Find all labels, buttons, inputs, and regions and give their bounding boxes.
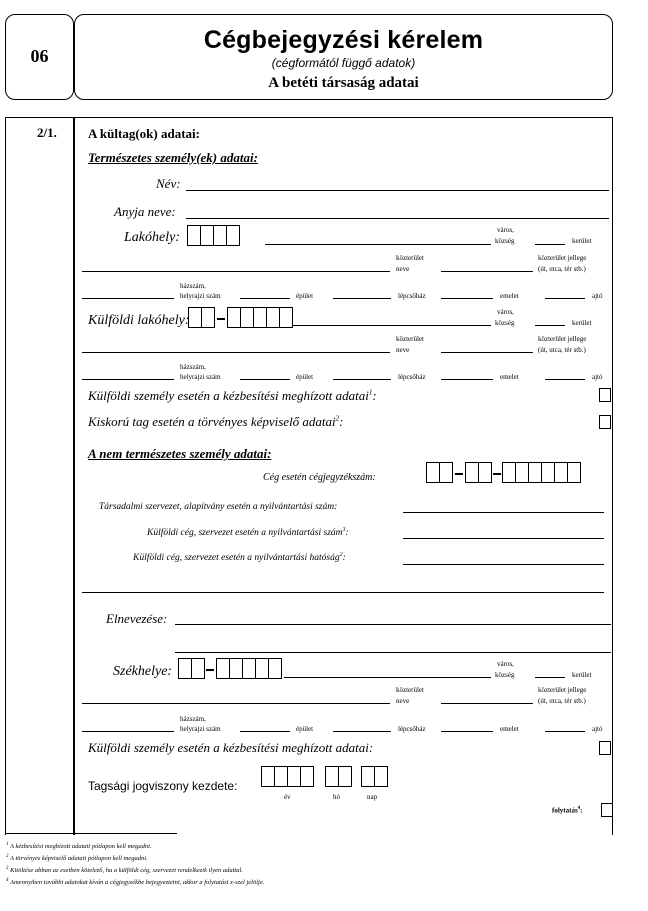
helyrajzi-label-2: helyrajzi szám xyxy=(180,373,221,381)
elnevezese-field[interactable] xyxy=(175,624,611,625)
cegjegyzek-dash-2 xyxy=(493,473,501,475)
footnote-ref-4: 4 xyxy=(577,806,581,811)
lepcsohaz-label-2: lépcsőház xyxy=(398,373,426,381)
kulfoldi-city-field[interactable] xyxy=(293,325,491,326)
footnote-1-text: A kézbesítési megbízott adatait pótlapon kell megadni. xyxy=(10,843,152,851)
kezbesitesi-checkbox[interactable] xyxy=(599,388,611,402)
kulfoldi-ajto-field[interactable] xyxy=(545,379,585,380)
footnote-1 xyxy=(6,842,152,850)
cegjegyzek-cells-1[interactable] xyxy=(426,462,453,483)
kezbesitesi-label: Külföldi személy esetén a kézbesítési meghízott adatai xyxy=(88,388,369,403)
tarsadalmi-label: Társadalmi szervezet, alapítvány esetén a nyilvántartási szám: xyxy=(99,502,338,512)
folytatas-checkbox[interactable] xyxy=(601,803,613,817)
folytatas-row xyxy=(552,806,583,814)
section-heading: A kültag(ok) adatai: xyxy=(88,126,200,141)
form-code: 06 xyxy=(30,46,49,66)
hazszam-label-2: házszám, xyxy=(180,363,206,371)
footnote-ref-2: 2 xyxy=(335,414,340,423)
szekhelye-label: Székhelye: xyxy=(113,664,173,679)
footnote-2 xyxy=(6,854,148,862)
cegjegyzek-dash-1 xyxy=(455,473,463,475)
elnevezese-label: Elnevezése: xyxy=(106,611,168,626)
kulfoldi-ceg-szam-label: Külföldi cég, szervezet esetén a nyilvántartási szám xyxy=(147,528,343,539)
tarsadalmi-field[interactable] xyxy=(403,512,604,513)
elnevezese-field-2[interactable] xyxy=(175,652,611,653)
kerulet-label: kerület xyxy=(572,237,592,245)
kulfoldi-hazszam-field[interactable] xyxy=(82,379,174,380)
lakohely-ajto-field[interactable] xyxy=(545,298,585,299)
kulfoldi-dash xyxy=(217,318,225,320)
lakohely-hazszam-field[interactable] xyxy=(82,298,174,299)
kulfoldi-ceg-szam-field[interactable] xyxy=(403,538,604,539)
kozterulet-jellege-label: közterület jellege xyxy=(538,254,587,262)
kulfoldi-country-cells[interactable] xyxy=(188,307,215,328)
ajto-label-2: ajtó xyxy=(592,373,603,381)
kerulet-label-2: kerület xyxy=(572,319,592,327)
natural-person-heading: Természetes személy(ek) adatai: xyxy=(88,150,258,165)
footnote-separator xyxy=(5,833,177,834)
cegjegyzek-cells-3[interactable] xyxy=(502,462,581,483)
kulfoldi-street-field[interactable] xyxy=(82,352,390,353)
folytatas-label: folytatás xyxy=(552,806,578,815)
anyja-field[interactable] xyxy=(186,218,609,219)
page-title: Cégbejegyzési kérelem xyxy=(203,26,484,54)
nev-label: Név: xyxy=(156,176,181,191)
tagsagi-nap-cells[interactable] xyxy=(361,766,388,787)
kozterulet-label-3: közterület xyxy=(396,686,424,694)
cegjegyzek-cells-2[interactable] xyxy=(465,462,492,483)
szekhely-emelet-field[interactable] xyxy=(441,731,493,732)
szekhely-zip-cells[interactable] xyxy=(216,658,282,679)
szekhely-epulet-field[interactable] xyxy=(240,731,290,732)
footnote-3-num: 3 xyxy=(6,866,9,871)
kozterulet-jellege-label-2: közterület jellege xyxy=(538,335,587,343)
kerulet-label-3: kerület xyxy=(572,671,592,679)
lakohely-zip-cells[interactable] xyxy=(187,225,240,246)
szekhely-street-field[interactable] xyxy=(82,703,390,704)
kozseg-label: község xyxy=(495,237,515,245)
kozterulet-label: közterület xyxy=(396,254,424,262)
jellege-pelda-label: (út, utca, tér stb.) xyxy=(538,265,586,273)
lakohely-epulet-field[interactable] xyxy=(240,298,290,299)
varos-label: város, xyxy=(497,226,514,234)
lakohely-street-type-field[interactable] xyxy=(441,271,533,272)
neve-label-3: neve xyxy=(396,697,410,705)
folytatas-colon: : xyxy=(580,806,583,815)
epulet-label: épület xyxy=(296,292,314,300)
epulet-label-3: épület xyxy=(296,725,314,733)
kezbesitesi2-label: Külföldi személy esetén a kézbesítési meghízott adatai: xyxy=(88,740,374,755)
kezbesitesi-row xyxy=(88,388,377,404)
kulfoldi-epulet-field[interactable] xyxy=(240,379,290,380)
kezbesitesi-colon: : xyxy=(372,388,377,403)
footnote-3-text: Kitöltése abban az esetben kötelező, ha a külföldi cég, szervezet rendelkezik ilyen adattal. xyxy=(10,867,243,875)
kulfoldi-ceg-hatosag-field[interactable] xyxy=(403,564,604,565)
lakohely-label: Lakóhely: xyxy=(124,230,180,245)
kulfoldi-ceg-hatosag-row xyxy=(133,552,346,563)
kulfoldi-ceg-hatosag-field-2[interactable] xyxy=(82,592,604,593)
jellege-pelda-label-2: (út, utca, tér stb.) xyxy=(538,346,586,354)
szekhely-ajto-field[interactable] xyxy=(545,731,585,732)
kozterulet-jellege-label-3: közterület jellege xyxy=(538,686,587,694)
kiskoru-label: Kiskorú tag esetén a törvényes képviselő adatai xyxy=(88,414,336,429)
kozterulet-label-2: közterület xyxy=(396,335,424,343)
kulfoldi-ceg-hatosag-colon: : xyxy=(342,553,346,564)
szekhely-country-cells[interactable] xyxy=(178,658,205,679)
footnote-3 xyxy=(6,866,243,874)
emelet-label-2: emelet xyxy=(500,373,519,381)
lepcsohaz-label: lépcsőház xyxy=(398,292,426,300)
number-column xyxy=(5,117,74,835)
kulfoldi-lepcsohaz-field[interactable] xyxy=(333,379,391,380)
szekhely-lepcsohaz-field[interactable] xyxy=(333,731,391,732)
section-title: A betéti társaság adatai xyxy=(268,75,419,91)
legal-person-heading: A nem természetes személy adatai: xyxy=(88,446,272,461)
kulfoldi-ceg-szam-row xyxy=(147,527,349,538)
hazszam-label-3: házszám, xyxy=(180,715,206,723)
lakohely-lepcsohaz-field[interactable] xyxy=(333,298,391,299)
kulfoldi-ceg-szam-colon: : xyxy=(345,528,349,539)
kozseg-label-2: község xyxy=(495,319,515,327)
footnote-2-text: A törvényes képviselő adatait pótlapon kell megadni. xyxy=(10,855,148,863)
cegjegyzekszam-label: Cég esetén cégjegyzékszám: xyxy=(263,472,376,483)
epulet-label-2: épület xyxy=(296,373,314,381)
szekhely-dash xyxy=(206,669,214,671)
footnote-4 xyxy=(6,878,264,886)
nev-field[interactable] xyxy=(186,190,609,191)
lepcsohaz-label-3: lépcsőház xyxy=(398,725,426,733)
kulfoldi-kerulet-field[interactable] xyxy=(535,325,565,326)
kiskoru-colon: : xyxy=(339,414,344,429)
anyja-label: Anyja neve: xyxy=(114,204,176,219)
hazszam-label: házszám, xyxy=(180,282,206,290)
szekhely-hazszam-field[interactable] xyxy=(82,731,174,732)
ev-label: év xyxy=(284,793,291,801)
kezbesitesi2-checkbox[interactable] xyxy=(599,741,611,755)
kulfoldi-emelet-field[interactable] xyxy=(441,379,493,380)
varos-label-3: város, xyxy=(497,660,514,668)
tagsagi-ev-cells[interactable] xyxy=(261,766,314,787)
tagsagi-label: Tagsági jogviszony kezdete: xyxy=(88,779,238,793)
ajto-label-3: ajtó xyxy=(592,725,603,733)
emelet-label: emelet xyxy=(500,292,519,300)
neve-label: neve xyxy=(396,265,410,273)
kiskoru-row xyxy=(88,414,344,430)
helyrajzi-label-3: helyrajzi szám xyxy=(180,725,221,733)
kulfoldi-street-type-field[interactable] xyxy=(441,352,533,353)
lakohely-kerulet-field[interactable] xyxy=(535,244,565,245)
nap-label: nap xyxy=(367,793,378,801)
kozseg-label-3: község xyxy=(495,671,515,679)
neve-label-2: neve xyxy=(396,346,410,354)
ho-label: hó xyxy=(333,793,340,801)
kiskoru-checkbox[interactable] xyxy=(599,415,611,429)
footnote-ref-1: 1 xyxy=(368,388,373,397)
tagsagi-ho-cells[interactable] xyxy=(325,766,352,787)
szekhely-kerulet-field[interactable] xyxy=(535,677,565,678)
footnote-ref-2b: 2 xyxy=(339,552,343,558)
lakohely-emelet-field[interactable] xyxy=(441,298,493,299)
footnote-4-text: Amennyiben további adatokat kíván a cégjegyzékbe bejegyeztetni, akkor a folytatást x-szel jelölje. xyxy=(10,879,265,887)
szekhely-city-field[interactable] xyxy=(284,677,491,678)
footnote-4-num: 4 xyxy=(6,878,9,883)
footnote-ref-3: 3 xyxy=(342,527,346,533)
kulfoldi-zip-cells[interactable] xyxy=(227,307,293,328)
helyrajzi-label: helyrajzi szám xyxy=(180,292,221,300)
jellege-pelda-label-3: (út, utca, tér stb.) xyxy=(538,697,586,705)
footnote-2-num: 2 xyxy=(6,854,9,859)
lakohely-city-field[interactable] xyxy=(265,244,491,245)
ajto-label: ajtó xyxy=(592,292,603,300)
footnote-1-num: 1 xyxy=(6,842,9,847)
varos-label-2: város, xyxy=(497,308,514,316)
lakohely-street-field[interactable] xyxy=(82,271,390,272)
page-subtitle: (cégformától függő adatok) xyxy=(271,56,416,70)
kulfoldi-lakohely-label: Külföldi lakóhely: xyxy=(88,313,190,328)
szekhely-street-type-field[interactable] xyxy=(441,703,533,704)
emelet-label-3: emelet xyxy=(500,725,519,733)
kulfoldi-ceg-hatosag-label: Külföldi cég, szervezet esetén a nyilvántartási hatóság xyxy=(133,553,340,564)
section-number: 2/1. xyxy=(37,125,57,140)
